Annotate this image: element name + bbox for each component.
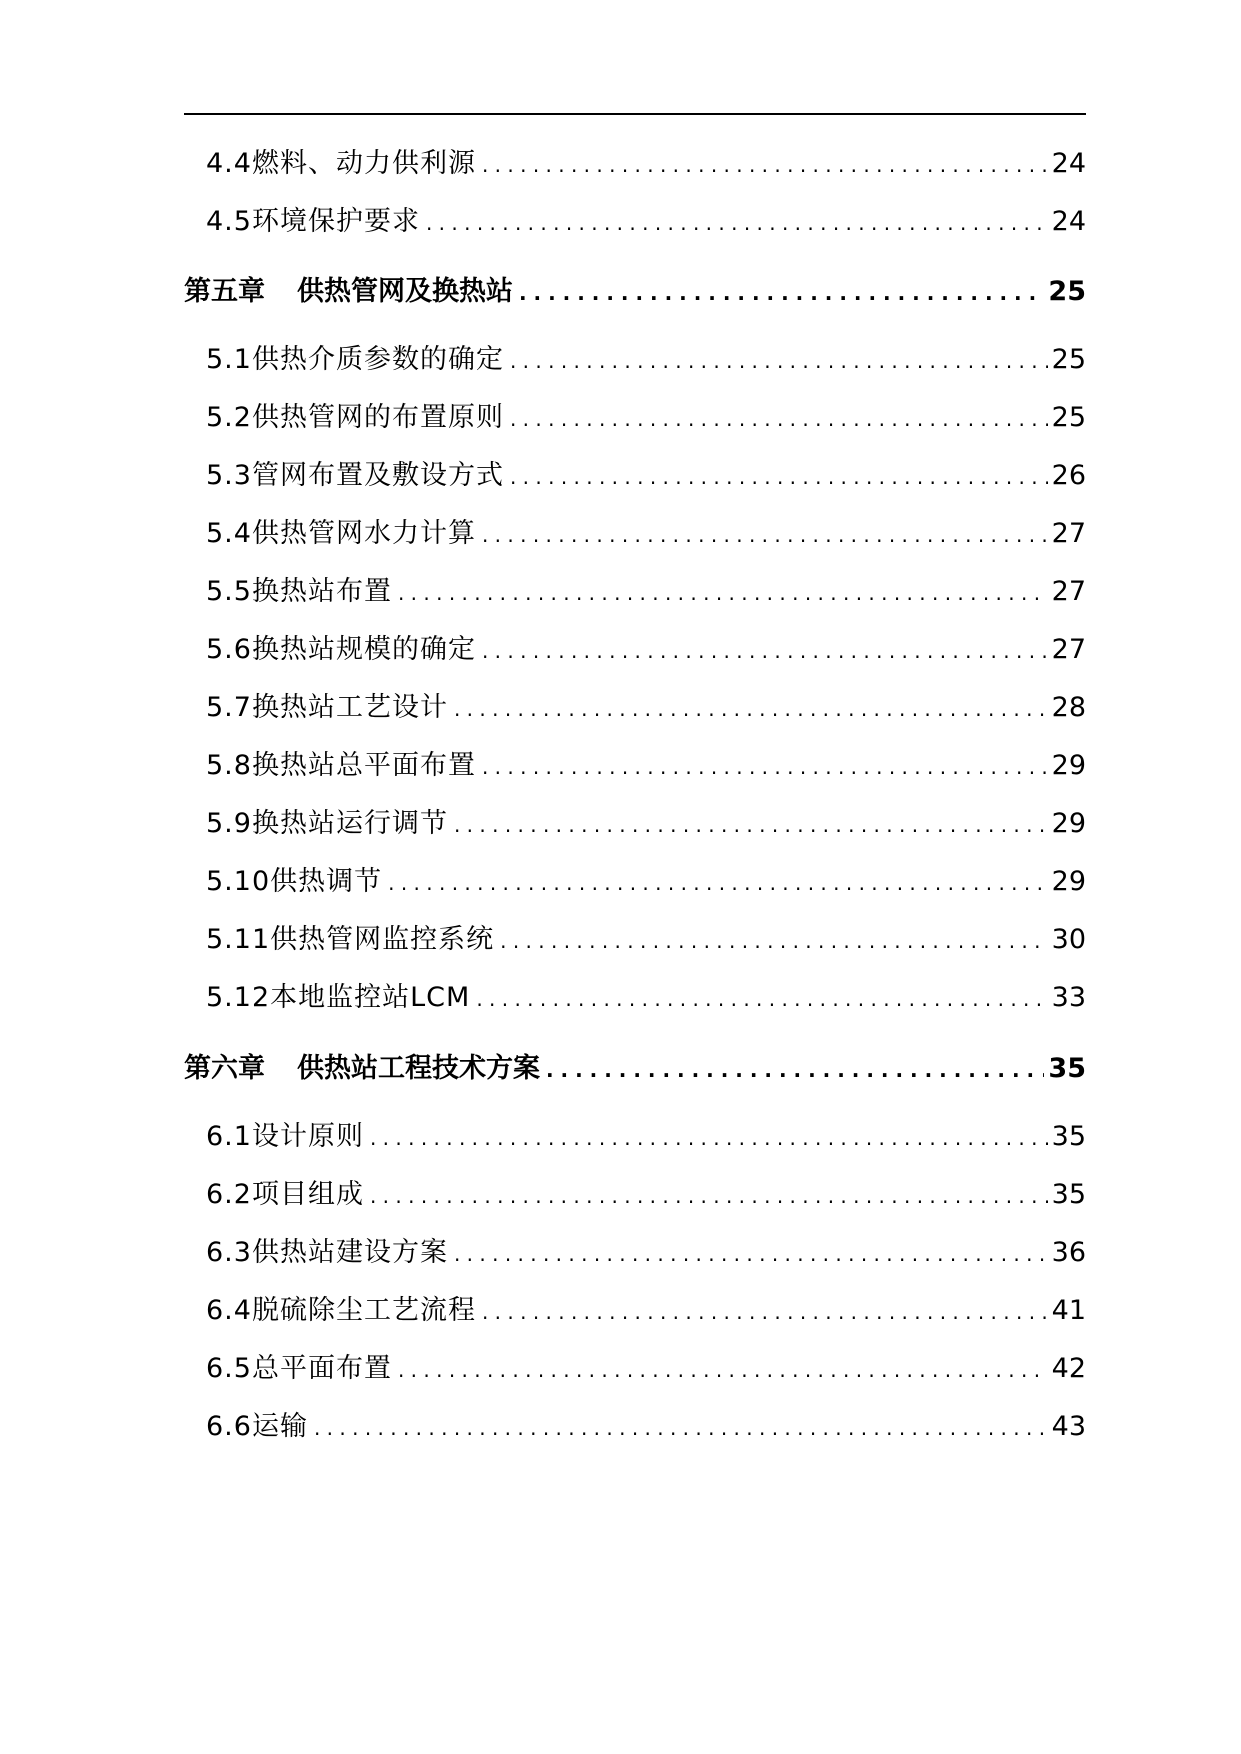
dot-leader <box>482 1292 1048 1332</box>
chapter-number: 第五章 <box>184 276 265 307</box>
dot-leader <box>546 1050 1044 1090</box>
toc-entry-title: 6.1设计原则 <box>206 1121 364 1152</box>
dot-leader <box>519 273 1044 313</box>
toc-entry-title: 5.5换热站布置 <box>206 576 392 607</box>
toc-page-number: 29 <box>1051 750 1086 781</box>
toc-entry-5-8[interactable] <box>184 746 1086 786</box>
toc-entry-5-9[interactable] <box>184 804 1086 844</box>
toc-page-number: 24 <box>1051 148 1086 179</box>
dot-leader <box>510 341 1048 381</box>
toc-entry-title: 5.9换热站运行调节 <box>206 808 448 839</box>
dot-leader <box>454 1234 1048 1274</box>
toc-page-number: 29 <box>1051 866 1086 897</box>
toc-chapter-heading <box>184 272 513 312</box>
toc-entry-title: 5.8换热站总平面布置 <box>206 750 476 781</box>
dot-leader <box>398 573 1048 613</box>
toc-page-number: 35 <box>1051 1121 1086 1152</box>
toc-page-number: 42 <box>1051 1353 1086 1384</box>
chapter-number: 第六章 <box>184 1053 265 1084</box>
dot-leader <box>482 145 1048 185</box>
dot-leader <box>454 805 1048 845</box>
toc-entry-title: 5.1供热介质参数的确定 <box>206 344 504 375</box>
toc-entry-title: 6.6运输 <box>206 1411 308 1442</box>
toc-chapter-heading <box>184 1049 540 1089</box>
toc-chapter-6[interactable] <box>184 1049 1086 1089</box>
toc-entry-6-1[interactable] <box>184 1117 1086 1157</box>
dot-leader <box>388 863 1048 903</box>
toc-page-number: 29 <box>1051 808 1086 839</box>
toc-entry-5-1[interactable] <box>184 340 1086 380</box>
dot-leader <box>482 747 1048 787</box>
dot-leader <box>426 203 1048 243</box>
toc-entry-6-6[interactable] <box>184 1407 1086 1447</box>
toc-entry-4-4[interactable] <box>184 144 1086 184</box>
toc-entry-title: 6.3供热站建设方案 <box>206 1237 448 1268</box>
toc-entry-5-2[interactable] <box>184 398 1086 438</box>
toc-entry-title: 5.2供热管网的布置原则 <box>206 402 504 433</box>
toc-page-number: 35 <box>1051 1179 1086 1210</box>
toc-entry-6-2[interactable] <box>184 1175 1086 1215</box>
toc-entry-title: 4.4燃料、动力供利源 <box>206 148 476 179</box>
toc-page-number: 26 <box>1051 460 1086 491</box>
dot-leader <box>482 515 1048 555</box>
dot-leader <box>314 1408 1048 1448</box>
toc-entry-title: 5.6换热站规模的确定 <box>206 634 476 665</box>
toc-entry-5-3[interactable] <box>184 456 1086 496</box>
toc-entry-title: 5.3管网布置及敷设方式 <box>206 460 504 491</box>
toc-entry-5-12[interactable] <box>184 978 1086 1018</box>
toc-entry-title: 5.12本地监控站LCM <box>206 982 471 1013</box>
toc-page-number: 27 <box>1051 634 1086 665</box>
table-of-contents <box>184 0 1086 1754</box>
toc-entry-4-5[interactable] <box>184 202 1086 242</box>
dot-leader <box>370 1118 1048 1158</box>
dot-leader <box>482 631 1048 671</box>
toc-page-number: 27 <box>1051 518 1086 549</box>
toc-page-number: 27 <box>1051 576 1086 607</box>
toc-page-number: 36 <box>1051 1237 1086 1268</box>
toc-entry-5-10[interactable] <box>184 862 1086 902</box>
toc-entry-6-3[interactable] <box>184 1233 1086 1273</box>
dot-leader <box>454 689 1048 729</box>
toc-entry-title: 6.2项目组成 <box>206 1179 364 1210</box>
toc-page-number: 35 <box>1048 1053 1086 1084</box>
toc-chapter-5[interactable] <box>184 272 1086 312</box>
toc-page-number: 24 <box>1051 206 1086 237</box>
dot-leader <box>510 457 1048 497</box>
toc-entry-title: 5.11供热管网监控系统 <box>206 924 495 955</box>
dot-leader <box>398 1350 1048 1390</box>
toc-page-number: 25 <box>1048 276 1086 307</box>
toc-entry-title: 6.4脱硫除尘工艺流程 <box>206 1295 476 1326</box>
toc-entry-5-5[interactable] <box>184 572 1086 612</box>
toc-page-number: 43 <box>1051 1411 1086 1442</box>
dot-leader <box>370 1176 1048 1216</box>
toc-page-number: 30 <box>1051 924 1086 955</box>
dot-leader <box>500 921 1048 961</box>
toc-entry-title: 5.7换热站工艺设计 <box>206 692 448 723</box>
toc-entry-title: 4.5环境保护要求 <box>206 206 420 237</box>
dot-leader <box>510 399 1048 439</box>
toc-entry-title: 5.4供热管网水力计算 <box>206 518 476 549</box>
toc-entry-6-4[interactable] <box>184 1291 1086 1331</box>
dot-leader <box>476 979 1047 1019</box>
toc-entry-5-7[interactable] <box>184 688 1086 728</box>
toc-page-number: 25 <box>1051 402 1086 433</box>
toc-page-number: 25 <box>1051 344 1086 375</box>
toc-page-number: 28 <box>1051 692 1086 723</box>
toc-page-number: 41 <box>1051 1295 1086 1326</box>
toc-page-number: 33 <box>1051 982 1086 1013</box>
toc-entry-5-11[interactable] <box>184 920 1086 960</box>
toc-entry-title: 5.10供热调节 <box>206 866 383 897</box>
toc-entry-title: 6.5总平面布置 <box>206 1353 392 1384</box>
toc-entry-5-6[interactable] <box>184 630 1086 670</box>
toc-entry-5-4[interactable] <box>184 514 1086 554</box>
toc-entry-6-5[interactable] <box>184 1349 1086 1389</box>
chapter-title: 供热站工程技术方案 <box>297 1053 540 1084</box>
chapter-title: 供热管网及换热站 <box>297 276 513 307</box>
